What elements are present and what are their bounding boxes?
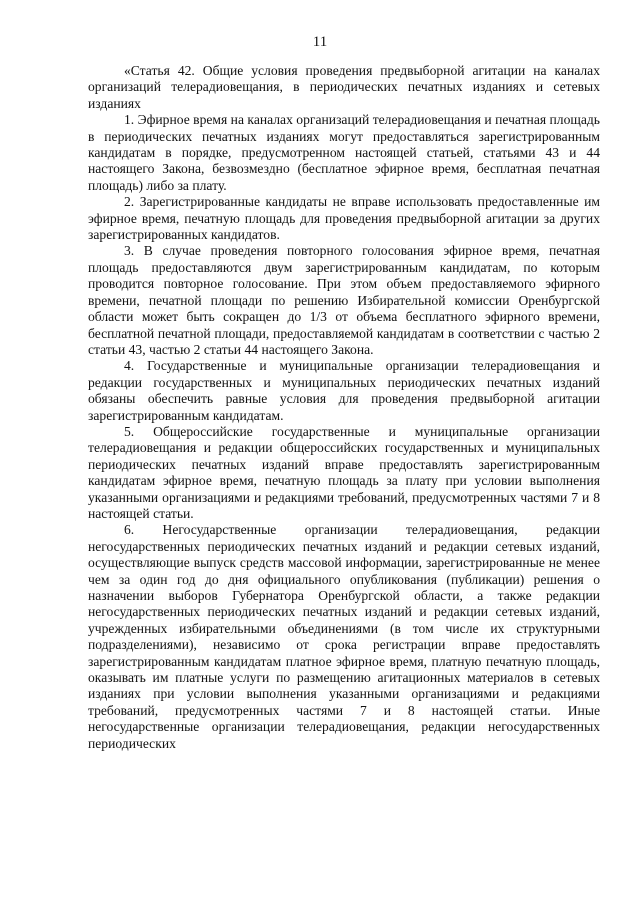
article-body [88, 63, 600, 752]
article-paragraph-2: 2. Зарегистрированные кандидаты не вправе использовать предоставленные им эфирное время, печатную площадь для проведения предвыборной агитации за других зарегистрированных кандидатов. [88, 194, 600, 243]
article-paragraph-4: 4. Государственные и муниципальные организации телерадиовещания и редакции государственных и муниципальных периодических печатных изданий обязаны обеспечить равные условия для проведения предвыборной агитации зарегистрированным кандидатам. [88, 358, 600, 423]
article-paragraph-5: 5. Общероссийские государственные и муниципальные организации телерадиовещания и редакции общероссийских государственных и муниципальных периодических печатных изданий вправе предоставлять зарегистрированным кандидатам эфирное время, печатную площадь за плату при условии выполнения указанными организациями и редакциями требований, предусмотренных частями 7 и 8 настоящей статьи. [88, 423, 600, 521]
article-paragraph-6: 6. Негосударственные организации телерадиовещания, редакции негосударственных периодических печатных изданий и редакции сетевых изданий, осуществляющие выпуск средств массовой информации, зарегистрированные не менее чем за один год до дня официального опубликования (публикации) решения о назначении выборов Губернатора Оренбургской области, а также редакции негосударственных периодических печатных изданий и редакции сетевых изданий, учрежденных избирательными объединениями (в том числе их структурными подразделениями), независимо от срока регистрации вправе предоставлять зарегистрированным кандидатам платное эфирное время, платную печатную площадь, оказывать им платные услуги по размещению агитационных материалов в сетевых изданиях при условии выполнения указанными организациями и редакциями требований, предусмотренных частями 7 и 8 настоящей статьи. Иные негосударственные организации телерадиовещания, редакции негосударственных периодических [88, 522, 600, 751]
article-paragraph-3: 3. В случае проведения повторного голосования эфирное время, печатная площадь предоставляются двум зарегистрированным кандидатам, по которым проводится повторное голосование. При этом объем предоставляемого эфирного времени, печатной площади по решению Избирательной комиссии Оренбургской области может быть сокращен до 1/3 от объема бесплатного эфирного времени, бесплатной печатной площади, предоставляемой кандидатам в соответствии с частью 2 статьи 43, частью 2 статьи 44 настоящего Закона. [88, 243, 600, 357]
page-number: 11 [312, 34, 328, 50]
article-heading: «Статья 42. Общие условия проведения предвыборной агитации на каналах организаций телерадиовещания, в периодических печатных изданиях и сетевых изданиях [88, 63, 600, 111]
article-paragraph-1: 1. Эфирное время на каналах организаций телерадиовещания и печатная площадь в периодических печатных изданиях могут предоставляться зарегистрированным кандидатам в порядке, предусмотренном настоящей статьей, статьями 43 и 44 настоящего Закона, безвозмездно (бесплатное эфирное время, бесплатная печатная площадь) либо за плату. [88, 112, 600, 193]
